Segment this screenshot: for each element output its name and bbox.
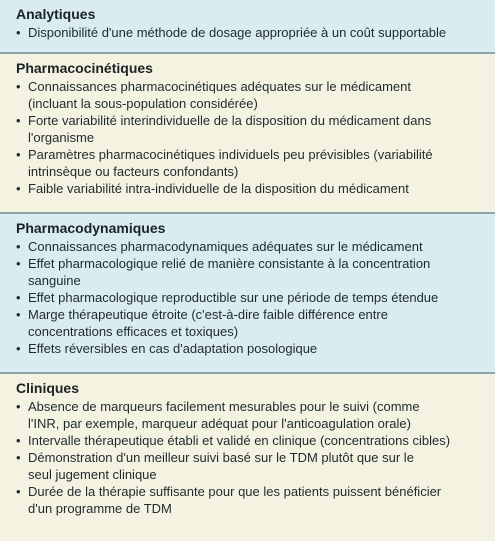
item-list: [16, 24, 485, 41]
item-text: Marge thérapeutique étroite (c'est-à-dire faible différence entre concentrations efficaces et toxiques): [28, 307, 388, 339]
section-title: Pharmacodynamiques: [16, 220, 166, 236]
item-list: [16, 398, 485, 517]
bullet-icon: •: [16, 25, 21, 40]
list-item: [16, 398, 485, 432]
section-title: Pharmacocinétiques: [16, 60, 153, 76]
item-text: Absence de marqueurs facilement mesurables pour le suivi (comme l'INR, par exemple, marqueur adéquat pour l'anticoagulation orale): [28, 399, 420, 431]
bullet-icon: •: [16, 290, 21, 305]
bullet-icon: •: [16, 484, 21, 499]
list-item: [16, 306, 485, 340]
section-pharmacodynamiques: [0, 214, 495, 372]
item-text: Intervalle thérapeutique établi et validé en clinique (concentrations cibles): [28, 433, 451, 448]
item-text: Effet pharmacologique reproductible sur une période de temps étendue: [28, 290, 439, 305]
item-text: Faible variabilité intra-individuelle de la disposition du médicament: [28, 181, 409, 196]
list-item: [16, 255, 485, 289]
item-text: Durée de la thérapie suffisante pour que les patients puissent bénéficier d'un programme de TDM: [28, 484, 442, 516]
item-list: [16, 238, 485, 357]
list-item: [16, 238, 485, 255]
list-item: [16, 340, 485, 357]
item-text: Démonstration d'un meilleur suivi basé sur le TDM plutôt que sur le seul jugement clinique: [28, 450, 414, 482]
list-item: [16, 78, 485, 112]
bullet-icon: •: [16, 239, 21, 254]
bullet-icon: •: [16, 79, 21, 94]
item-text: Disponibilité d'une méthode de dosage appropriée à un coût supportable: [28, 25, 447, 40]
bullet-icon: •: [16, 450, 21, 465]
bullet-icon: •: [16, 147, 21, 162]
bullet-icon: •: [16, 399, 21, 414]
bullet-icon: •: [16, 256, 21, 271]
list-item: [16, 289, 485, 306]
bullet-icon: •: [16, 113, 21, 128]
section-pharmacocinetiques: [0, 54, 495, 212]
list-item: [16, 449, 485, 483]
item-text: Effets réversibles en cas d'adaptation posologique: [28, 341, 318, 356]
list-item: [16, 432, 485, 449]
section-title: Analytiques: [16, 6, 96, 22]
item-text: Connaissances pharmacodynamiques adéquates sur le médicament: [28, 239, 423, 254]
item-text: Effet pharmacologique relié de manière consistante à la concentration sanguine: [28, 256, 431, 288]
list-item: [16, 112, 485, 146]
section-cliniques: [0, 374, 495, 541]
list-item: [16, 180, 485, 197]
item-list: [16, 78, 485, 197]
bullet-icon: •: [16, 341, 21, 356]
bullet-icon: •: [16, 181, 21, 196]
bullet-icon: •: [16, 433, 21, 448]
section-title: Cliniques: [16, 380, 80, 396]
bullet-icon: •: [16, 307, 21, 322]
item-text: Connaissances pharmacocinétiques adéquates sur le médicament (incluant la sous-population considérée): [28, 79, 411, 111]
item-text: Forte variabilité interindividuelle de la disposition du médicament dans l'organisme: [28, 113, 432, 145]
list-item: [16, 24, 485, 41]
section-analytiques: [0, 0, 495, 52]
list-item: [16, 146, 485, 180]
item-text: Paramètres pharmacocinétiques individuels peu prévisibles (variabilité intrinsèque ou facteurs confondants): [28, 147, 433, 179]
list-item: [16, 483, 485, 517]
